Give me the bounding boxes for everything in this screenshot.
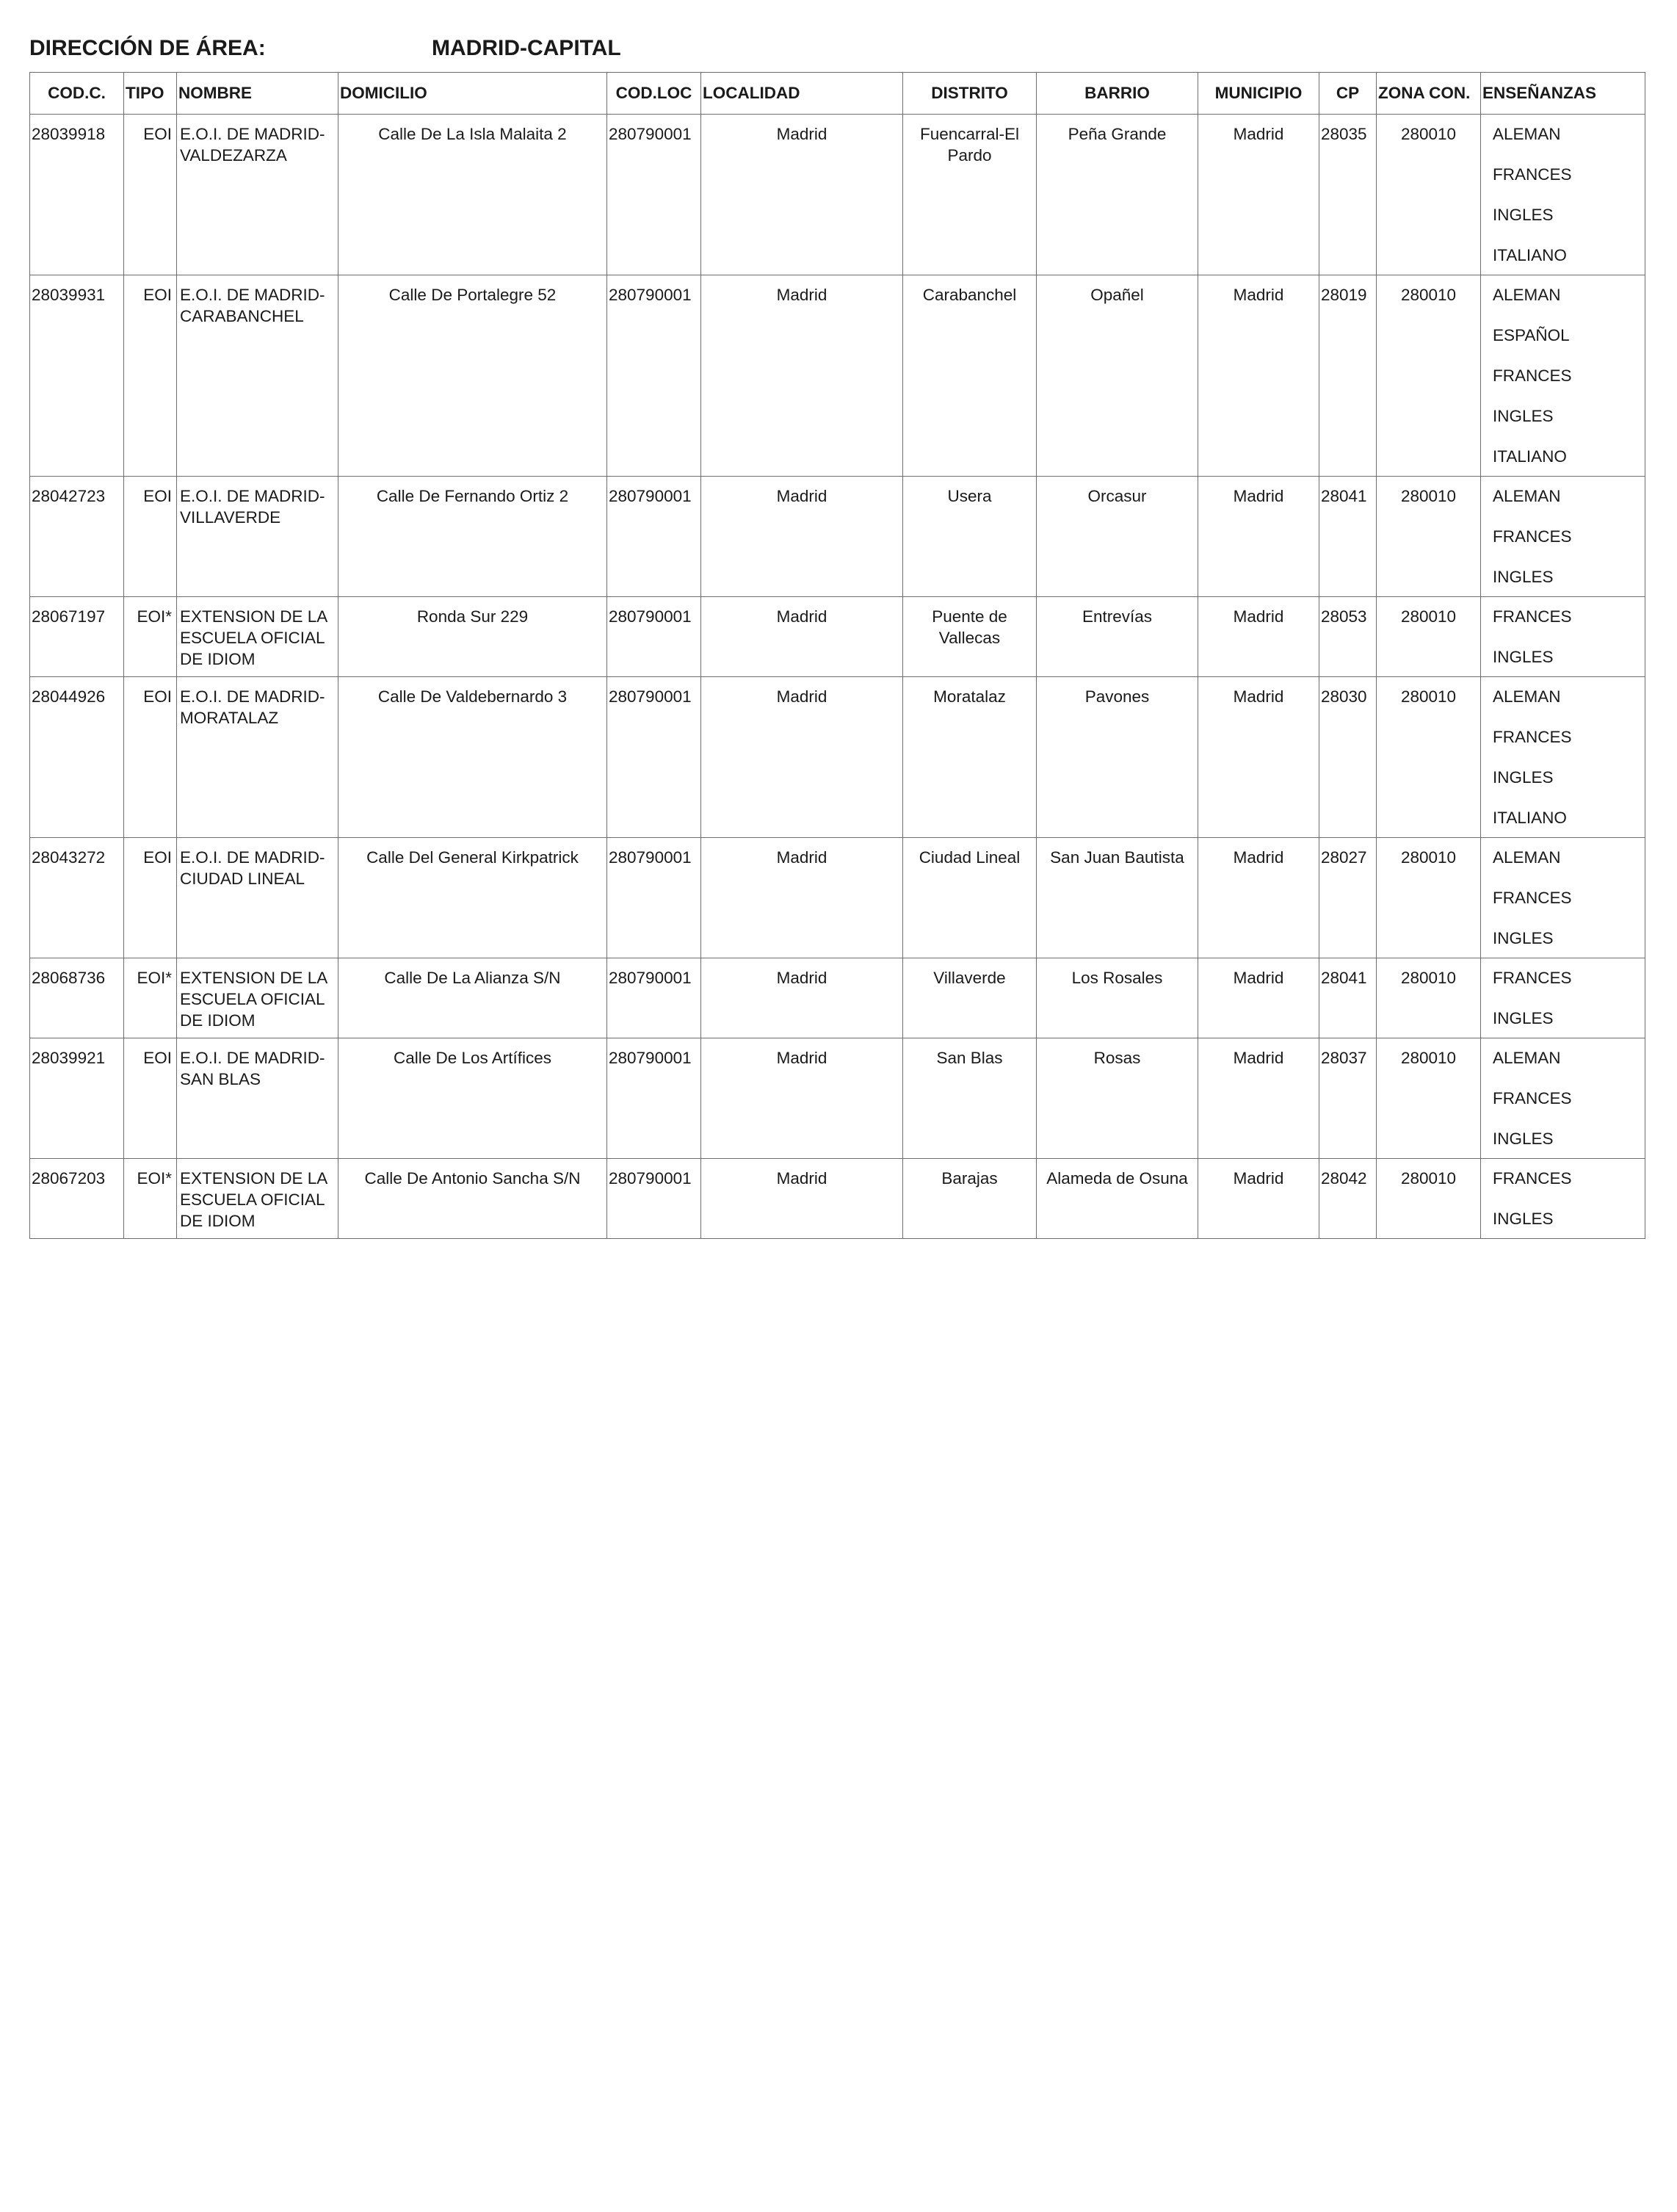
cell-ensenanzas xyxy=(1481,958,1645,1038)
cell-zona: 280010 xyxy=(1377,115,1481,275)
cell-municipio: Madrid xyxy=(1198,838,1319,958)
cell-localidad: Madrid xyxy=(701,477,903,597)
cell-ensenanzas xyxy=(1481,115,1645,275)
ensenanza-item: INGLES xyxy=(1493,1130,1554,1148)
cell-ensenanzas xyxy=(1481,1038,1645,1159)
table-row xyxy=(30,115,1645,275)
cell-codc: 28042723 xyxy=(30,477,124,597)
cell-barrio: Los Rosales xyxy=(1037,958,1198,1038)
cell-distrito: San Blas xyxy=(903,1038,1037,1159)
cell-codloc: 280790001 xyxy=(607,1038,701,1159)
table-row xyxy=(30,1038,1645,1159)
cell-localidad: Madrid xyxy=(701,597,903,677)
cell-municipio: Madrid xyxy=(1198,677,1319,838)
ensenanza-item: ALEMAN xyxy=(1493,1049,1561,1067)
cell-barrio: Peña Grande xyxy=(1037,115,1198,275)
col-header-barrio: BARRIO xyxy=(1037,73,1198,115)
cell-cp: 28037 xyxy=(1319,1038,1377,1159)
col-header-domicilio: DOMICILIO xyxy=(338,73,607,115)
cell-municipio: Madrid xyxy=(1198,597,1319,677)
ensenanza-item: FRANCES xyxy=(1493,165,1572,184)
cell-zona: 280010 xyxy=(1377,677,1481,838)
ensenanza-item: INGLES xyxy=(1493,768,1554,787)
cell-ensenanzas xyxy=(1481,838,1645,958)
ensenanza-item: ITALIANO xyxy=(1493,447,1567,466)
cell-codloc: 280790001 xyxy=(607,597,701,677)
col-header-zona: ZONA CON. xyxy=(1377,73,1481,115)
cell-barrio: Alameda de Osuna xyxy=(1037,1159,1198,1239)
cell-municipio: Madrid xyxy=(1198,1038,1319,1159)
cell-cp: 28027 xyxy=(1319,838,1377,958)
cell-codc: 28039921 xyxy=(30,1038,124,1159)
cell-domicilio: Calle De Portalegre 52 xyxy=(338,275,607,477)
cell-distrito: Fuencarral-El Pardo xyxy=(903,115,1037,275)
cell-municipio: Madrid xyxy=(1198,477,1319,597)
cell-localidad: Madrid xyxy=(701,1038,903,1159)
cell-ensenanzas xyxy=(1481,275,1645,477)
cell-codloc: 280790001 xyxy=(607,838,701,958)
col-header-ensenanzas: ENSEÑANZAS xyxy=(1481,73,1645,115)
cell-domicilio: Calle Del General Kirkpatrick xyxy=(338,838,607,958)
cell-municipio: Madrid xyxy=(1198,115,1319,275)
cell-tipo: EOI xyxy=(124,477,177,597)
cell-codloc: 280790001 xyxy=(607,1159,701,1239)
ensenanza-item: FRANCES xyxy=(1493,969,1572,987)
cell-cp: 28042 xyxy=(1319,1159,1377,1239)
ensenanza-item: FRANCES xyxy=(1493,1169,1572,1188)
cell-codc: 28039918 xyxy=(30,115,124,275)
col-header-localidad: LOCALIDAD xyxy=(701,73,903,115)
cell-codloc: 280790001 xyxy=(607,958,701,1038)
cell-municipio: Madrid xyxy=(1198,275,1319,477)
cell-nombre: E.O.I. DE MADRID-VILLAVERDE xyxy=(177,477,338,597)
cell-codloc: 280790001 xyxy=(607,275,701,477)
cell-ensenanzas xyxy=(1481,677,1645,838)
cell-zona: 280010 xyxy=(1377,958,1481,1038)
cell-cp: 28053 xyxy=(1319,597,1377,677)
cell-codloc: 280790001 xyxy=(607,115,701,275)
cell-codc: 28067203 xyxy=(30,1159,124,1239)
cell-zona: 280010 xyxy=(1377,477,1481,597)
cell-tipo: EOI xyxy=(124,115,177,275)
cell-domicilio: Ronda Sur 229 xyxy=(338,597,607,677)
cell-zona: 280010 xyxy=(1377,275,1481,477)
ensenanza-item: FRANCES xyxy=(1493,527,1572,546)
cell-nombre: EXTENSION DE LA ESCUELA OFICIAL DE IDIOM xyxy=(177,958,338,1038)
cell-distrito: Usera xyxy=(903,477,1037,597)
ensenanza-item: ALEMAN xyxy=(1493,286,1561,304)
cell-codc: 28044926 xyxy=(30,677,124,838)
cell-cp: 28035 xyxy=(1319,115,1377,275)
table-row xyxy=(30,275,1645,477)
cell-domicilio: Calle De La Isla Malaita 2 xyxy=(338,115,607,275)
cell-barrio: Opañel xyxy=(1037,275,1198,477)
cell-barrio: Entrevías xyxy=(1037,597,1198,677)
ensenanza-item: ESPAÑOL xyxy=(1493,326,1570,344)
cell-barrio: Orcasur xyxy=(1037,477,1198,597)
cell-distrito: Ciudad Lineal xyxy=(903,838,1037,958)
schools-table xyxy=(29,72,1645,1239)
cell-tipo: EOI xyxy=(124,1038,177,1159)
cell-domicilio: Calle De Antonio Sancha S/N xyxy=(338,1159,607,1239)
table-row xyxy=(30,677,1645,838)
cell-municipio: Madrid xyxy=(1198,958,1319,1038)
ensenanza-item: FRANCES xyxy=(1493,366,1572,385)
ensenanza-item: FRANCES xyxy=(1493,728,1572,746)
cell-domicilio: Calle De Los Artífices xyxy=(338,1038,607,1159)
table-row xyxy=(30,838,1645,958)
ensenanza-item: ALEMAN xyxy=(1493,687,1561,706)
ensenanza-item: INGLES xyxy=(1493,407,1554,425)
cell-cp: 28041 xyxy=(1319,477,1377,597)
cell-cp: 28019 xyxy=(1319,275,1377,477)
table-header-row xyxy=(30,73,1645,115)
col-header-municipio: MUNICIPIO xyxy=(1198,73,1319,115)
cell-nombre: EXTENSION DE LA ESCUELA OFICIAL DE IDIOM xyxy=(177,1159,338,1239)
cell-localidad: Madrid xyxy=(701,275,903,477)
cell-codloc: 280790001 xyxy=(607,477,701,597)
cell-ensenanzas xyxy=(1481,477,1645,597)
cell-tipo: EOI xyxy=(124,838,177,958)
area-label: DIRECCIÓN DE ÁREA: xyxy=(29,36,266,60)
ensenanza-item: FRANCES xyxy=(1493,889,1572,907)
col-header-nombre: NOMBRE xyxy=(177,73,338,115)
cell-barrio: Pavones xyxy=(1037,677,1198,838)
ensenanza-item: INGLES xyxy=(1493,929,1554,947)
cell-distrito: Barajas xyxy=(903,1159,1037,1239)
cell-codc: 28068736 xyxy=(30,958,124,1038)
cell-zona: 280010 xyxy=(1377,597,1481,677)
col-header-codloc: COD.LOC xyxy=(607,73,701,115)
cell-distrito: Villaverde xyxy=(903,958,1037,1038)
table-row xyxy=(30,597,1645,677)
cell-cp: 28030 xyxy=(1319,677,1377,838)
cell-codc: 28067197 xyxy=(30,597,124,677)
col-header-distrito: DISTRITO xyxy=(903,73,1037,115)
cell-localidad: Madrid xyxy=(701,1159,903,1239)
ensenanza-item: FRANCES xyxy=(1493,1089,1572,1107)
cell-nombre: E.O.I. DE MADRID-CARABANCHEL xyxy=(177,275,338,477)
cell-cp: 28041 xyxy=(1319,958,1377,1038)
cell-ensenanzas xyxy=(1481,597,1645,677)
ensenanza-item: ALEMAN xyxy=(1493,125,1561,143)
ensenanza-item: FRANCES xyxy=(1493,607,1572,626)
ensenanza-item: ALEMAN xyxy=(1493,487,1561,505)
table-row xyxy=(30,1159,1645,1239)
cell-nombre: EXTENSION DE LA ESCUELA OFICIAL DE IDIOM xyxy=(177,597,338,677)
ensenanza-item: ITALIANO xyxy=(1493,809,1567,827)
cell-codloc: 280790001 xyxy=(607,677,701,838)
cell-nombre: E.O.I. DE MADRID-MORATALAZ xyxy=(177,677,338,838)
ensenanza-item: ALEMAN xyxy=(1493,848,1561,867)
col-header-tipo: TIPO xyxy=(124,73,177,115)
cell-domicilio: Calle De La Alianza S/N xyxy=(338,958,607,1038)
col-header-codc: COD.C. xyxy=(30,73,124,115)
cell-nombre: E.O.I. DE MADRID-SAN BLAS xyxy=(177,1038,338,1159)
cell-domicilio: Calle De Valdebernardo 3 xyxy=(338,677,607,838)
cell-nombre: E.O.I. DE MADRID-VALDEZARZA xyxy=(177,115,338,275)
cell-tipo: EOI* xyxy=(124,958,177,1038)
cell-municipio: Madrid xyxy=(1198,1159,1319,1239)
cell-localidad: Madrid xyxy=(701,115,903,275)
cell-distrito: Moratalaz xyxy=(903,677,1037,838)
cell-zona: 280010 xyxy=(1377,1038,1481,1159)
ensenanza-item: INGLES xyxy=(1493,1009,1554,1027)
cell-tipo: EOI* xyxy=(124,597,177,677)
cell-tipo: EOI xyxy=(124,677,177,838)
cell-distrito: Puente de Vallecas xyxy=(903,597,1037,677)
cell-barrio: San Juan Bautista xyxy=(1037,838,1198,958)
ensenanza-item: ITALIANO xyxy=(1493,246,1567,264)
area-value: MADRID-CAPITAL xyxy=(432,36,621,60)
table-row xyxy=(30,958,1645,1038)
table-body xyxy=(30,115,1645,1239)
cell-zona: 280010 xyxy=(1377,1159,1481,1239)
ensenanza-item: INGLES xyxy=(1493,648,1554,666)
cell-codc: 28043272 xyxy=(30,838,124,958)
cell-codc: 28039931 xyxy=(30,275,124,477)
cell-tipo: EOI* xyxy=(124,1159,177,1239)
cell-localidad: Madrid xyxy=(701,838,903,958)
cell-domicilio: Calle De Fernando Ortiz 2 xyxy=(338,477,607,597)
cell-tipo: EOI xyxy=(124,275,177,477)
cell-localidad: Madrid xyxy=(701,958,903,1038)
cell-distrito: Carabanchel xyxy=(903,275,1037,477)
ensenanza-item: INGLES xyxy=(1493,1210,1554,1228)
table-row xyxy=(30,477,1645,597)
cell-localidad: Madrid xyxy=(701,677,903,838)
ensenanza-item: INGLES xyxy=(1493,206,1554,224)
cell-nombre: E.O.I. DE MADRID-CIUDAD LINEAL xyxy=(177,838,338,958)
col-header-cp: CP xyxy=(1319,73,1377,115)
ensenanza-item: INGLES xyxy=(1493,568,1554,586)
cell-ensenanzas xyxy=(1481,1159,1645,1239)
cell-barrio: Rosas xyxy=(1037,1038,1198,1159)
cell-zona: 280010 xyxy=(1377,838,1481,958)
